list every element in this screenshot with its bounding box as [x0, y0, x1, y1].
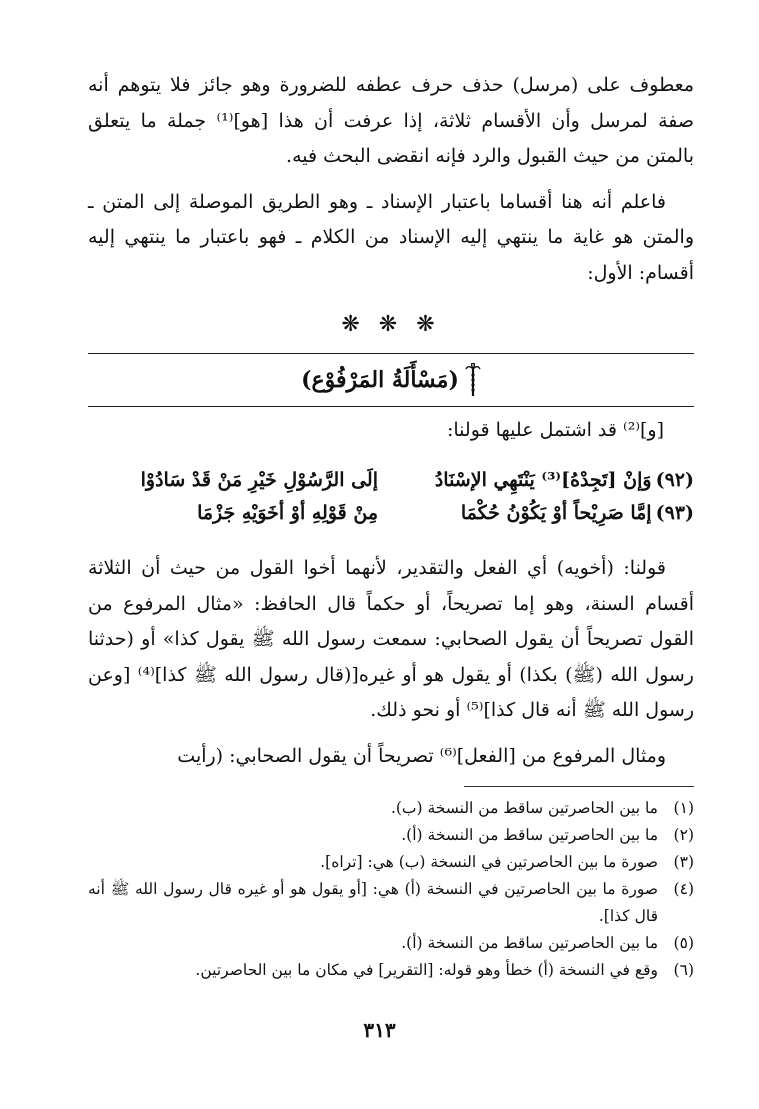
chapter-title: (مَسْأَلَةُ المَرْفُوْع) — [301, 367, 459, 393]
chapter-rule-bottom — [88, 406, 694, 407]
footnote-item: (٢) ما بين الحاصرتين ساقط من النسخة (أ). — [401, 826, 694, 844]
footnote-item: (٤) صورة ما بين الحاصرتين في النسخة (أ) هي: [أو يقول هو أو غيره قال رسول الله ﷺ أنه قال كذا]. — [88, 880, 694, 925]
verse-row — [88, 496, 694, 529]
footnotes — [88, 795, 694, 984]
footnote-item: (٦) وقع في النسخة (أ) خطأ وهو قوله: [التقرير] في مكان ما بين الحاصرتين. — [195, 961, 694, 979]
footnote-item: (٥) ما بين الحاصرتين ساقط من النسخة (أ). — [401, 934, 694, 952]
paragraph-4: ومثال المرفوع من [الفعل]⁽⁶⁾ تصريحاً أن يقول الصحابي: (رأيت — [177, 744, 666, 767]
verse-first-hemistich: (٩٢)وَإنْ [تَجِدْهُ]⁽³⁾ يَنْتَهِي الإسْنَادُ — [434, 468, 694, 491]
chapter-heading — [88, 354, 694, 406]
section-divider-stars: ❋ ❋ ❋ — [341, 312, 441, 337]
commentary-text — [88, 551, 694, 774]
top-text — [88, 68, 694, 291]
verse-block — [88, 463, 694, 529]
verse-first-hemistich: (٩٣)إمَّا صَرِيْحاً أوْ يَكُوْنُ حُكْمَا — [460, 501, 694, 524]
page-body — [88, 68, 694, 984]
footnote-separator — [464, 786, 694, 787]
verse-row — [88, 463, 694, 496]
page-number: ٣١٣ — [363, 1018, 396, 1042]
paragraph-2: فاعلم أنه هنا أقساما باعتبار الإسناد ـ وهو الطريق الموصلة إلى المتن ـ والمتن هو غاية ما ينتهي إليه الإسناد من الكلام ـ فهو باعتبار ما ينتهي إليه أقسام: الأول: — [88, 190, 694, 284]
paragraph-1: معطوف على (مرسل) حذف حرف عطفه للضرورة وهو جائز فلا يتوهم أنه صفة لمرسل وأن الأقسام ثلاثة، إذا عرفت أن هذا [هو]⁽¹⁾ جملة ما يتعلق بالمتن من حيث القبول والرد فإنه انقضى البحث فيه. — [88, 74, 694, 167]
footnote-item: (١) ما بين الحاصرتين ساقط من النسخة (ب). — [390, 799, 694, 817]
verse-second-hemistich: مِنْ قَوْلِهِ أوْ أخَوَيْهِ جَزْمَا — [197, 501, 378, 524]
palm-ornament-icon — [465, 363, 481, 397]
footnote-item: (٣) صورة ما بين الحاصرتين في النسخة (ب) هي: [تراه]. — [320, 853, 694, 871]
intro-line: [و]⁽²⁾ قد اشتمل عليها قولنا: — [446, 419, 664, 441]
verse-second-hemistich: إلَى الرَّسُوْلِ خَيْرِ مَنْ قَدْ سَادُوْا — [140, 468, 378, 491]
paragraph-3: قولنا: (أخويه) أي الفعل والتقدير، لأنهما أخوا القول من حيث أن الثلاثة أقسام السنة، وهو إما تصريحاً، أو حكماً قال الحافظ: «مثال المرفوع من القول تصريحاً أن يقول الصحابي: سمعت رسول الله ﷺ يقول كذا» أو (حدثنا رسول الله (ﷺ) بكذا) أو يقول هو أو غيره[(قال رسول الله ﷺ كذا]⁽⁴⁾ [وعن رسول الله ﷺ أنه قال كذا]⁽⁵⁾ أو نحو ذلك. — [88, 557, 694, 721]
